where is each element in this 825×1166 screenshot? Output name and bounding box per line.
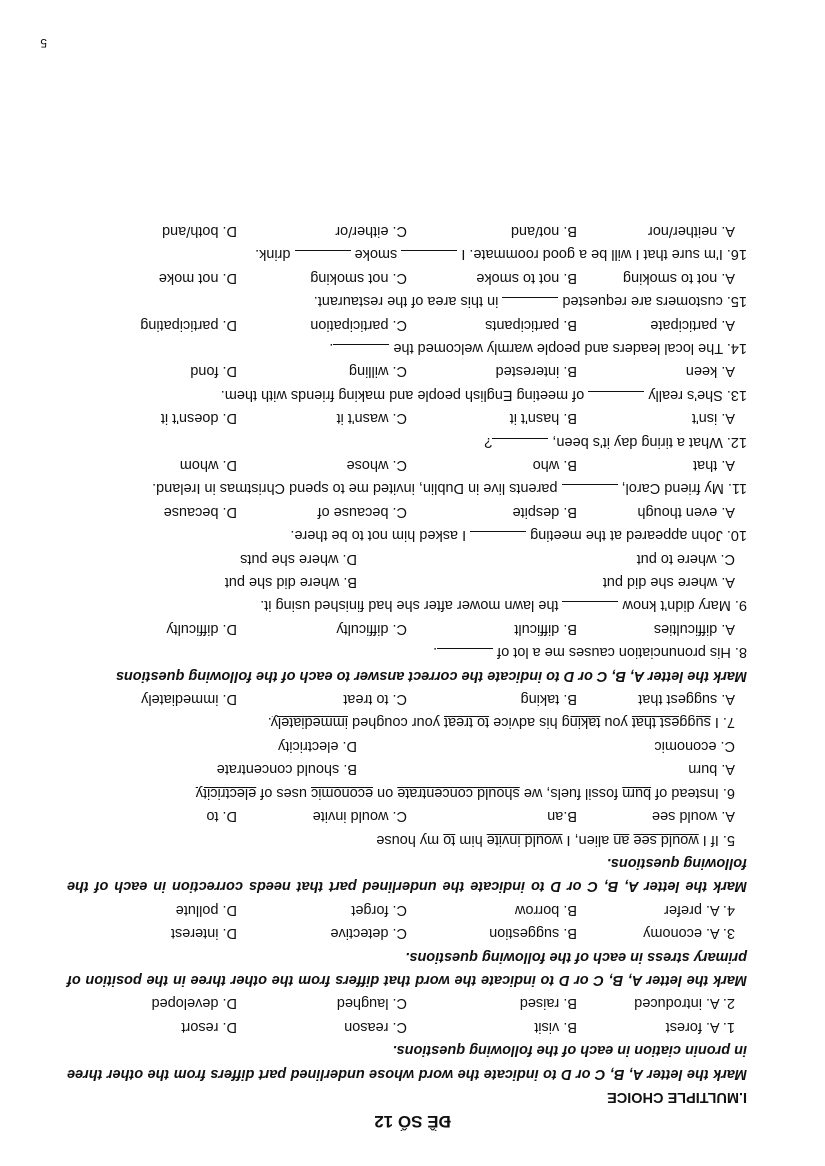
question-14-options <box>67 312 747 335</box>
q7-text: 7. I <box>710 714 735 731</box>
answer-blank <box>502 297 558 310</box>
q7-text: you <box>600 714 632 731</box>
question-2 <box>67 991 747 1014</box>
option-b: B. should concentrate <box>216 761 357 778</box>
q7-text: . <box>267 714 272 731</box>
option-b: B.an <box>547 808 577 825</box>
option-b: B. who <box>532 457 577 474</box>
option-c: C. difficulty <box>336 620 407 637</box>
q5-underlined-b: an <box>613 831 630 848</box>
question-6-options-row2 <box>67 734 747 757</box>
question-13-options <box>67 359 747 382</box>
question-11-stem <box>67 476 747 499</box>
option-d: D. pollute <box>175 901 237 918</box>
option-b: B. hasn't it <box>509 410 577 427</box>
q8-text-end: . <box>433 644 438 661</box>
option-d: D. both/and <box>162 222 237 239</box>
q6-underlined-b: should concentrate <box>397 784 520 801</box>
q13-text-end: of meeting English people and making friends with them. <box>220 386 585 403</box>
question-10-stem <box>67 523 747 546</box>
question-16-options <box>67 219 747 242</box>
option-d: D. interest <box>170 925 237 942</box>
answer-blank <box>470 531 526 544</box>
question-8-options <box>67 616 747 639</box>
option-a: A. participate <box>650 316 735 333</box>
q16-text: 16. I'm sure that I will be a good roommate. I <box>461 246 747 263</box>
q9-text: 9. Mary didn't know <box>622 597 747 614</box>
option-b: B. despite <box>512 503 577 520</box>
q11-text: 11. My friend Carol, <box>621 480 747 497</box>
option-b: B. borrow <box>514 901 577 918</box>
answer-blank <box>401 250 457 263</box>
question-6-options-row1 <box>67 757 747 780</box>
option-d: D. not moke <box>158 269 237 286</box>
instruction-stress: Mark the letter A, B, C or D to indicate the word that differs from the other three in the position of primary stress in each of the following questions. <box>67 948 747 988</box>
question-10-options <box>67 499 747 522</box>
option-d: D. resort <box>181 1018 237 1035</box>
question-3 <box>67 921 747 944</box>
question-8-stem <box>67 640 747 663</box>
option-a: A. burn <box>688 761 735 778</box>
question-14-stem <box>67 336 747 359</box>
question-15-stem <box>67 289 747 312</box>
option-d: D. participating <box>140 316 237 333</box>
option-d: D. immediately <box>141 691 237 708</box>
q7-text: your coughed <box>348 714 444 731</box>
q12-text-end: ? <box>484 433 493 450</box>
q8-text: 8. His pronunciation causes me a lot of <box>497 644 747 661</box>
instruction-correct-answer: Mark the letter A, B, C or D to indicate the correct answer to each of the following questions <box>115 667 747 684</box>
question-16-stem <box>67 242 747 265</box>
question-13-stem <box>67 382 747 405</box>
question-9-options-row2 <box>67 546 747 569</box>
answer-blank <box>562 484 618 497</box>
option-c: C. reason <box>344 1018 407 1035</box>
question-5-options <box>67 804 747 827</box>
question-12-options <box>67 406 747 429</box>
answer-blank <box>437 648 493 661</box>
document-body <box>67 219 747 1108</box>
page-number: 5 <box>40 36 47 50</box>
q11-text-end: parents live in Dublin, invited me to spend Christmas in Ireland. <box>152 480 558 497</box>
question-6-stem <box>67 780 747 803</box>
q15-text-end: in this area of the restaurant. <box>313 293 499 310</box>
option-c: C. because of <box>317 503 407 520</box>
q10-text: 10. John appeared at the meeting <box>530 527 747 544</box>
q6-text: uses of <box>256 784 311 801</box>
option-b: B. difficult <box>514 620 577 637</box>
option-b: B. taking <box>520 691 577 708</box>
option-c: C. either/or <box>335 222 407 239</box>
q14-text-end: . <box>329 340 334 356</box>
option-b: B. not/and <box>510 222 577 239</box>
option-a: A. neither/nor <box>647 222 735 239</box>
q5-underlined-a: would see <box>633 831 699 848</box>
question-11-options <box>67 453 747 476</box>
option-d: D. whom <box>179 457 237 474</box>
option-a: A. isn't <box>691 410 735 427</box>
q9-text-end: the lawn mower after she had finished using it. <box>260 597 559 614</box>
option-a: A. where she did put <box>602 574 735 591</box>
q6-underlined-a: burn <box>622 784 652 801</box>
question-7-stem <box>67 710 747 733</box>
question-7-options <box>67 687 747 710</box>
q16-text-end: drink. <box>255 246 291 263</box>
q12-text: 12. What a tiring day it's been, <box>552 433 747 450</box>
question-9-options-row1 <box>67 570 747 593</box>
q6-underlined-c: economic <box>311 784 374 801</box>
q5-text: my house <box>376 831 444 848</box>
question-5-stem <box>67 827 747 850</box>
option-b: B. where did she put <box>224 574 357 591</box>
q7-underlined-d: immediately <box>271 714 349 731</box>
answer-blank <box>492 438 548 451</box>
q6-text: on <box>373 784 398 801</box>
q5-text: him <box>455 831 487 848</box>
option-d: D. because <box>163 503 237 520</box>
q7-underlined-a: suggest that <box>631 714 711 731</box>
option-a: A. that <box>693 457 735 474</box>
instruction-error-correction: Mark the letter A, B, C or D to indicate the underlined part that needs correction in each of the following questions. <box>67 854 747 895</box>
option-b: B. raised <box>519 995 577 1012</box>
option-a: A. even though <box>637 503 735 520</box>
q10-text-end: I asked him not to be there. <box>290 527 467 544</box>
option-c: C. to treat <box>343 691 407 708</box>
option-c: C. not smoking <box>310 269 407 286</box>
option-c: C. participation <box>310 316 407 333</box>
option-b: B. suggestion <box>489 925 577 942</box>
q16-text-mid: smoke <box>354 246 398 263</box>
q6-text: fossil fuels, we <box>519 784 623 801</box>
question-4 <box>67 897 747 920</box>
option-a: A. would see <box>651 808 735 825</box>
option-b: B. interested <box>495 363 577 380</box>
q6-text: 6. Instead of <box>651 784 735 801</box>
option-c: C. forget <box>351 901 407 918</box>
option-d: D. fond <box>190 363 237 380</box>
option-a: 2. A. introduced <box>634 995 735 1012</box>
option-a: A. not to smoking <box>622 269 735 286</box>
question-15-options <box>67 265 747 288</box>
q7-underlined-c: to treat <box>443 714 490 731</box>
option-c: C. would invite <box>312 808 407 825</box>
option-d: D. electricity <box>278 737 357 754</box>
option-a: 4. A. prefer <box>664 901 735 918</box>
answer-blank <box>588 391 644 404</box>
option-a: A. difficulties <box>653 620 735 637</box>
q5-text: 5. If I <box>698 831 735 848</box>
option-b: B. not to smoke <box>476 269 577 286</box>
question-9-stem <box>67 593 747 616</box>
option-b: B. visit <box>534 1018 577 1035</box>
option-c: C. willing <box>348 363 407 380</box>
q7-text: his advice <box>489 714 562 731</box>
option-c: C. laughed <box>336 995 407 1012</box>
instruction-pronunciation: Mark the letter A, B, C or D to indicate the word whose underlined part differs from the other three in pronin ciation in each of the following questions. <box>67 1042 747 1082</box>
option-c: C. wasn't it <box>336 410 407 427</box>
q5-text: alien, I <box>562 831 614 848</box>
q15-text: 15. customers are requested <box>562 293 747 310</box>
option-a: 3. A. economy <box>643 925 735 942</box>
q13-text: 13. She's really <box>648 386 747 403</box>
option-a: 1. A. forest <box>665 1018 735 1035</box>
answer-blank <box>295 250 351 263</box>
option-c: C. whose <box>346 457 407 474</box>
page-title: ĐỀ SỐ 12 <box>374 1112 451 1131</box>
question-12-stem <box>67 429 747 452</box>
question-1 <box>67 1014 747 1037</box>
q5-text <box>629 832 633 848</box>
q5-underlined-c: would invite <box>486 831 563 848</box>
q14-text: 14. The local leaders and people warmly welcomed the <box>393 340 747 356</box>
option-d: D. where she puts <box>240 550 357 567</box>
answer-blank <box>563 601 619 614</box>
section-heading: I.MULTIPLE CHOICE <box>607 1089 747 1105</box>
option-b: B. participants <box>485 316 577 333</box>
answer-blank <box>333 344 389 357</box>
q5-underlined-d: to <box>443 831 456 848</box>
option-c: C. economic <box>654 737 735 754</box>
option-a: A. suggest that <box>638 691 735 708</box>
option-c: C. where to put <box>636 550 735 567</box>
option-a: A. keen <box>685 363 735 380</box>
q6-underlined-d: electricity <box>195 784 257 801</box>
option-d: D. to <box>206 808 237 825</box>
option-d: D. doesn't it <box>160 410 237 427</box>
option-c: C. detective <box>330 925 407 942</box>
option-d: D. developed <box>151 995 237 1012</box>
option-d: D. difficulty <box>166 620 237 637</box>
q7-underlined-b: taking <box>561 714 601 731</box>
